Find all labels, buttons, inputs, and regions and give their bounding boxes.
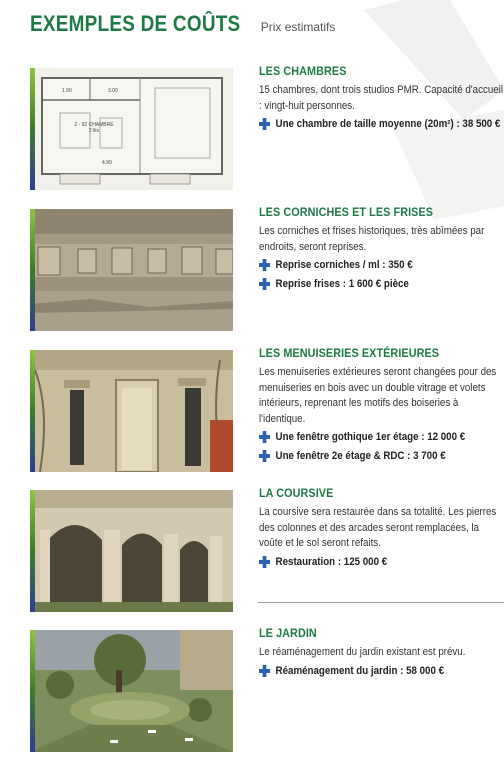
plus-icon <box>259 278 270 290</box>
plan-dim-2: 3.00 <box>108 88 118 94</box>
plan-dim-1: 1.90 <box>62 88 72 94</box>
cost-label: Une fenêtre gothique 1er étage : 12 000 € <box>275 431 466 443</box>
header <box>30 11 335 37</box>
gradient-bar <box>30 68 35 190</box>
section-text <box>259 64 504 133</box>
section-description: Le réaménagement du jardin existant est prévu. <box>259 646 466 658</box>
section-description: Les corniches et frises historiques, très abîmées par endroits, seront reprises. <box>259 225 485 253</box>
room-floor-plan <box>30 68 233 190</box>
section-text <box>259 626 504 679</box>
cost-item <box>259 430 504 446</box>
cost-label: Réaménagement du jardin : 58 000 € <box>275 664 445 677</box>
gradient-bar <box>30 350 35 472</box>
gradient-bar <box>30 490 35 612</box>
facade-windows-photo <box>30 350 233 472</box>
cost-item <box>259 277 504 293</box>
cost-item <box>259 258 504 274</box>
page-subtitle: Prix estimatifs <box>260 20 336 34</box>
page-title: EXEMPLES DE COÛTS <box>30 11 241 36</box>
section-title: LES MENUISERIES EXTÉRIEURES <box>259 346 440 360</box>
gradient-bar <box>30 209 35 331</box>
garden-photo <box>30 630 233 752</box>
section-text <box>259 205 504 292</box>
arcade-gallery-photo <box>30 490 233 612</box>
cost-label: Reprise frises : 1 600 € pièce <box>275 277 409 290</box>
section-title: LA COURSIVE <box>259 486 334 500</box>
cost-label: Une chambre de taille moyenne (20m²) : 38 500 € <box>275 118 501 130</box>
section-description: La coursive sera restaurée dans sa totalité. Les pierres des colonnes et des arcades seront remplacées, la voûte et le sol seront refaits. <box>259 506 497 549</box>
stone-cornice-photo <box>30 209 233 331</box>
cost-label: Restauration : 125 000 € <box>275 555 388 568</box>
section-title: LE JARDIN <box>259 626 317 640</box>
section-description: Les menuiseries extérieures seront changées pour des menuiseries en bois avec un double vitrage et volets intérieurs, reprenant les motifs des boiseries à l'identique. <box>259 366 497 425</box>
section-title: LES CORNICHES ET LES FRISES <box>259 205 434 219</box>
plan-label-room: 2 - 92 CHAMBRE 2 lits <box>74 122 114 134</box>
cost-item <box>259 664 504 680</box>
section-text <box>259 346 504 464</box>
section-description: 15 chambres, dont trois studios PMR. Capacité d'accueil : vingt-huit personnes. <box>259 84 504 112</box>
section-text <box>259 486 504 570</box>
cost-label: Une fenêtre 2e étage & RDC : 3 700 € <box>275 449 446 462</box>
plus-icon <box>259 259 270 271</box>
divider <box>258 602 504 603</box>
cost-item <box>259 449 504 465</box>
plus-icon <box>259 556 270 568</box>
cost-label: Reprise corniches / ml : 350 € <box>275 259 413 271</box>
cost-item <box>259 555 504 571</box>
section-title: LES CHAMBRES <box>259 64 347 78</box>
plus-icon <box>259 431 270 443</box>
cost-item <box>259 117 504 133</box>
gradient-bar <box>30 630 35 752</box>
plus-icon <box>259 118 270 130</box>
plus-icon <box>259 450 270 462</box>
plus-icon <box>259 665 270 677</box>
plan-dim-3: 4.99 <box>102 160 112 166</box>
